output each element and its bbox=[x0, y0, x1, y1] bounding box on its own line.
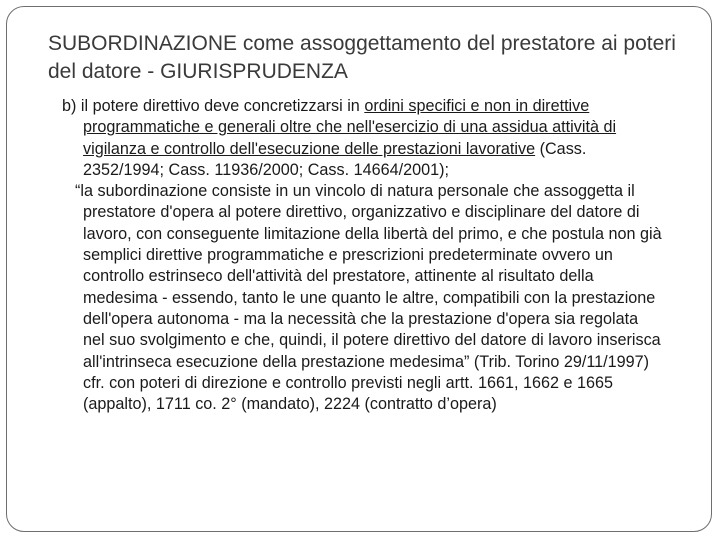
paragraph-point-b bbox=[62, 96, 662, 181]
point-b-prefix: b) il potere direttivo deve concretizzarsi in bbox=[62, 97, 365, 115]
paragraph-quote: “la subordinazione consiste in un vincolo di natura personale che assoggetta il prestatore d'opera al potere direttivo, organizzativo e disciplinare del datore di lavoro, con conseguente limitazione della libertà del primo, e che postula non già semplici direttive programmatiche e prescrizioni predeterminate ovvero un controllo estrinseco dell'attività del prestatore, attinente al risultato della medesima - essendo, tanto le une quanto le altre, compatibili con la prestazione dell'opera autonoma - ma la necessità che la prestazione d'opera sia regolata nel suo svolgimento e che, quindi, il potere direttivo del datore di lavoro inserisca all'intrinseca esecuzione della prestazione medesima” (Trib. Torino 29/11/1997) cfr. con poteri di direzione e controllo previsti negli artt. 1661, 1662 e 1665 (appalto), 1711 co. 2° (mandato), 2224 (contratto d’opera) bbox=[75, 182, 662, 414]
point-b-citations: (Cass. 2352/1994; Cass. 11936/2000; Cass. 14664/2001); bbox=[83, 139, 587, 179]
slide-body bbox=[62, 96, 662, 415]
slide-title: SUBORDINAZIONE come assoggettamento del prestatore ai poteri del datore - GIURISPRUDENZA bbox=[48, 32, 676, 83]
point-b-underlined: ordini specifici e non in direttive programmatiche e generali oltre che nell'esercizio di una assidua attività di vigilanza e controllo dell'esecuzione delle prestazioni lavorative bbox=[83, 97, 617, 158]
